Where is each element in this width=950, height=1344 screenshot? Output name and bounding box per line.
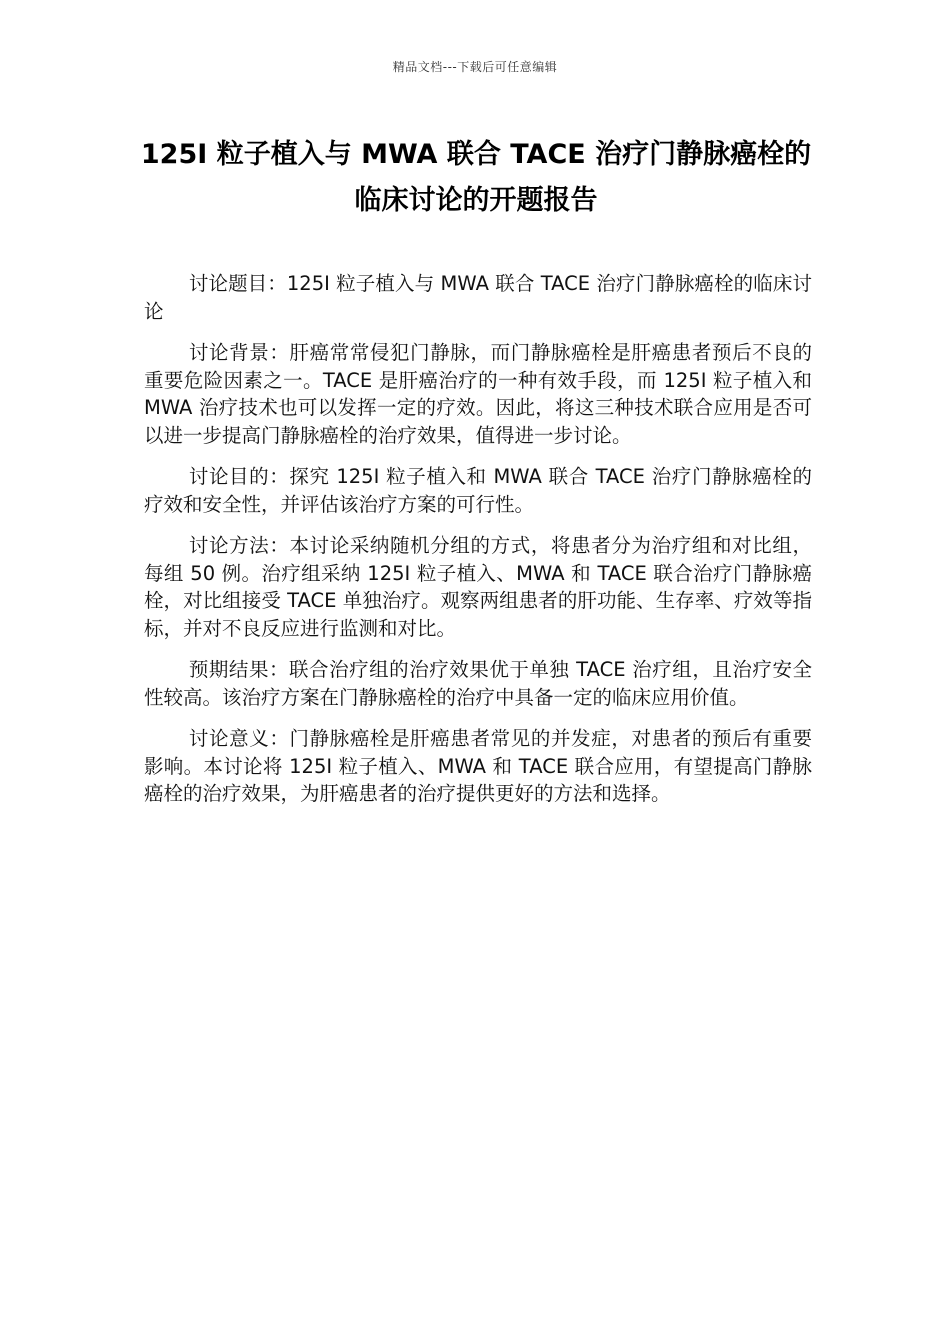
paragraph-significance: 讨论意义：门静脉癌栓是肝癌患者常见的并发症，对患者的预后有重要影响。本讨论将 125I 粒子植入、MWA 和 TACE 联合应用，有望提高门静脉癌栓的治疗效果，为肝癌患者的治疗提供更好的方法和选择。 bbox=[144, 727, 812, 805]
paragraph-methods: 讨论方法：本讨论采纳随机分组的方式，将患者分为治疗组和对比组，每组 50 例。治疗组采纳 125I 粒子植入、MWA 和 TACE 联合治疗门静脉癌栓，对比组接受 TACE 单独治疗。观察两组患者的肝功能、生存率、疗效等指标，并对不良反应进行监测和对比。 bbox=[144, 534, 812, 640]
paragraph-topic: 讨论题目：125I 粒子植入与 MWA 联合 TACE 治疗门静脉癌栓的临床讨论 bbox=[144, 272, 812, 323]
paragraph-background: 讨论背景：肝癌常常侵犯门静脉，而门静脉癌栓是肝癌患者预后不良的重要危险因素之一。TACE 是肝癌治疗的一种有效手段，而 125I 粒子植入和 MWA 治疗技术也可以发挥一定的疗效。因此，将这三种技术联合应用是否可以进一步提高门静脉癌栓的治疗效果，值得进一步讨论。 bbox=[144, 341, 812, 447]
paragraph-objective: 讨论目的：探究 125I 粒子植入和 MWA 联合 TACE 治疗门静脉癌栓的疗效和安全性，并评估该治疗方案的可行性。 bbox=[144, 465, 812, 516]
page-header: 精品文档---下载后可任意编辑 bbox=[392, 60, 558, 74]
document-title: 125I 粒子植入与 MWA 联合 TACE 治疗门静脉癌栓的临床讨论的开题报告 bbox=[140, 139, 812, 216]
paragraph-expected-results: 预期结果：联合治疗组的治疗效果优于单独 TACE 治疗组，且治疗安全性较高。该治疗方案在门静脉癌栓的治疗中具备一定的临床应用价值。 bbox=[144, 658, 812, 709]
document-body bbox=[144, 270, 812, 822]
